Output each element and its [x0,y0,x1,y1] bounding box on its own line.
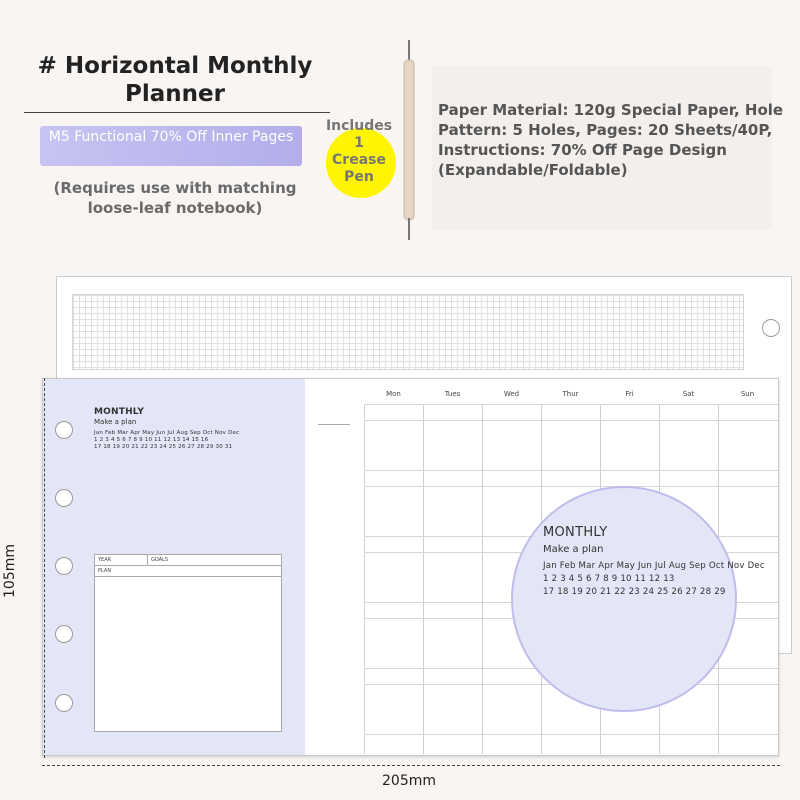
plan-row [95,566,281,577]
sticker-line: 1 [354,135,364,151]
months-row: Jan Feb Mar Apr May Jun Jul Aug Sep Oct Nov Dec [94,430,240,436]
days-row: 1 2 3 4 5 6 7 8 9 10 11 12 13 14 15 16 [94,437,209,443]
punch-hole [55,557,73,575]
grid-line [364,404,778,405]
magnified-monthly-header [543,525,765,597]
punch-hole [55,489,73,507]
grid-line [364,470,778,471]
weekday-label: Mon [386,390,401,398]
magnified-title: MONTHLY [543,525,608,540]
goals-divider [147,555,148,565]
crease-pen-icon [401,40,417,240]
weekday-label: Thur [562,390,579,398]
zoom-magnifier [511,486,737,712]
goals-box [94,554,282,732]
goals-label: GOALS [151,557,169,563]
grid-line [364,404,365,754]
sticker-line: Pen [344,169,374,185]
height-dimension-label: 105mm [2,544,18,598]
compatibility-note: (Requires use with matching loose-leaf notebook) [53,179,297,217]
grid-line [364,734,778,735]
magnified-months-row: Jan Feb Mar Apr May Jun Jul Aug Sep Oct Nov Dec [543,561,765,571]
sticker-line: Includes [325,118,393,134]
product-title: # Horizontal Monthly Planner [37,53,313,107]
year-label: YEAR [98,557,112,563]
feature-badge: M5 Functional 70% Off Inner Pages [40,126,302,166]
magnified-subtitle: Make a plan [543,544,604,555]
punch-hole [55,625,73,643]
height-dimension-line [44,378,46,758]
grid-line [364,486,778,487]
width-dimension-label: 205mm [382,773,436,789]
sticker-line: Crease [332,152,386,168]
weekday-label: Tues [444,390,461,398]
monthly-title: MONTHLY [94,407,145,417]
monthly-subtitle: Make a plan [94,418,137,426]
sticker-label [318,118,400,186]
grid-line [364,420,778,421]
punch-hole [55,694,73,712]
month-line [318,424,350,425]
product-specs: Paper Material: 120g Special Paper, Hole Pattern: 5 Holes, Pages: 20 Sheets/40P, Instructions: 70% Off Page Design (Expandable/Foldable) [438,101,784,179]
monthly-header [94,407,239,450]
weekday-label: Sat [682,390,695,398]
magnified-days-row: 1 2 3 4 5 6 7 8 9 10 11 12 13 [543,574,675,584]
weekday-label: Wed [503,390,520,398]
magnified-days-row: 17 18 19 20 21 22 23 24 25 26 27 28 29 [543,587,726,597]
title-divider [24,112,330,113]
grid-pattern [72,294,744,370]
punch-hole [762,319,780,337]
punch-hole [55,421,73,439]
width-dimension-line [42,765,780,767]
weekday-label: Fri [625,390,634,398]
plan-label: PLAN [98,568,112,574]
grid-line [423,404,424,754]
grid-line [482,404,483,754]
goals-header-row [95,555,281,566]
weekday-label: Sun [740,390,755,398]
days-row: 17 18 19 20 21 22 23 24 25 26 27 28 29 30 31 [94,444,233,450]
